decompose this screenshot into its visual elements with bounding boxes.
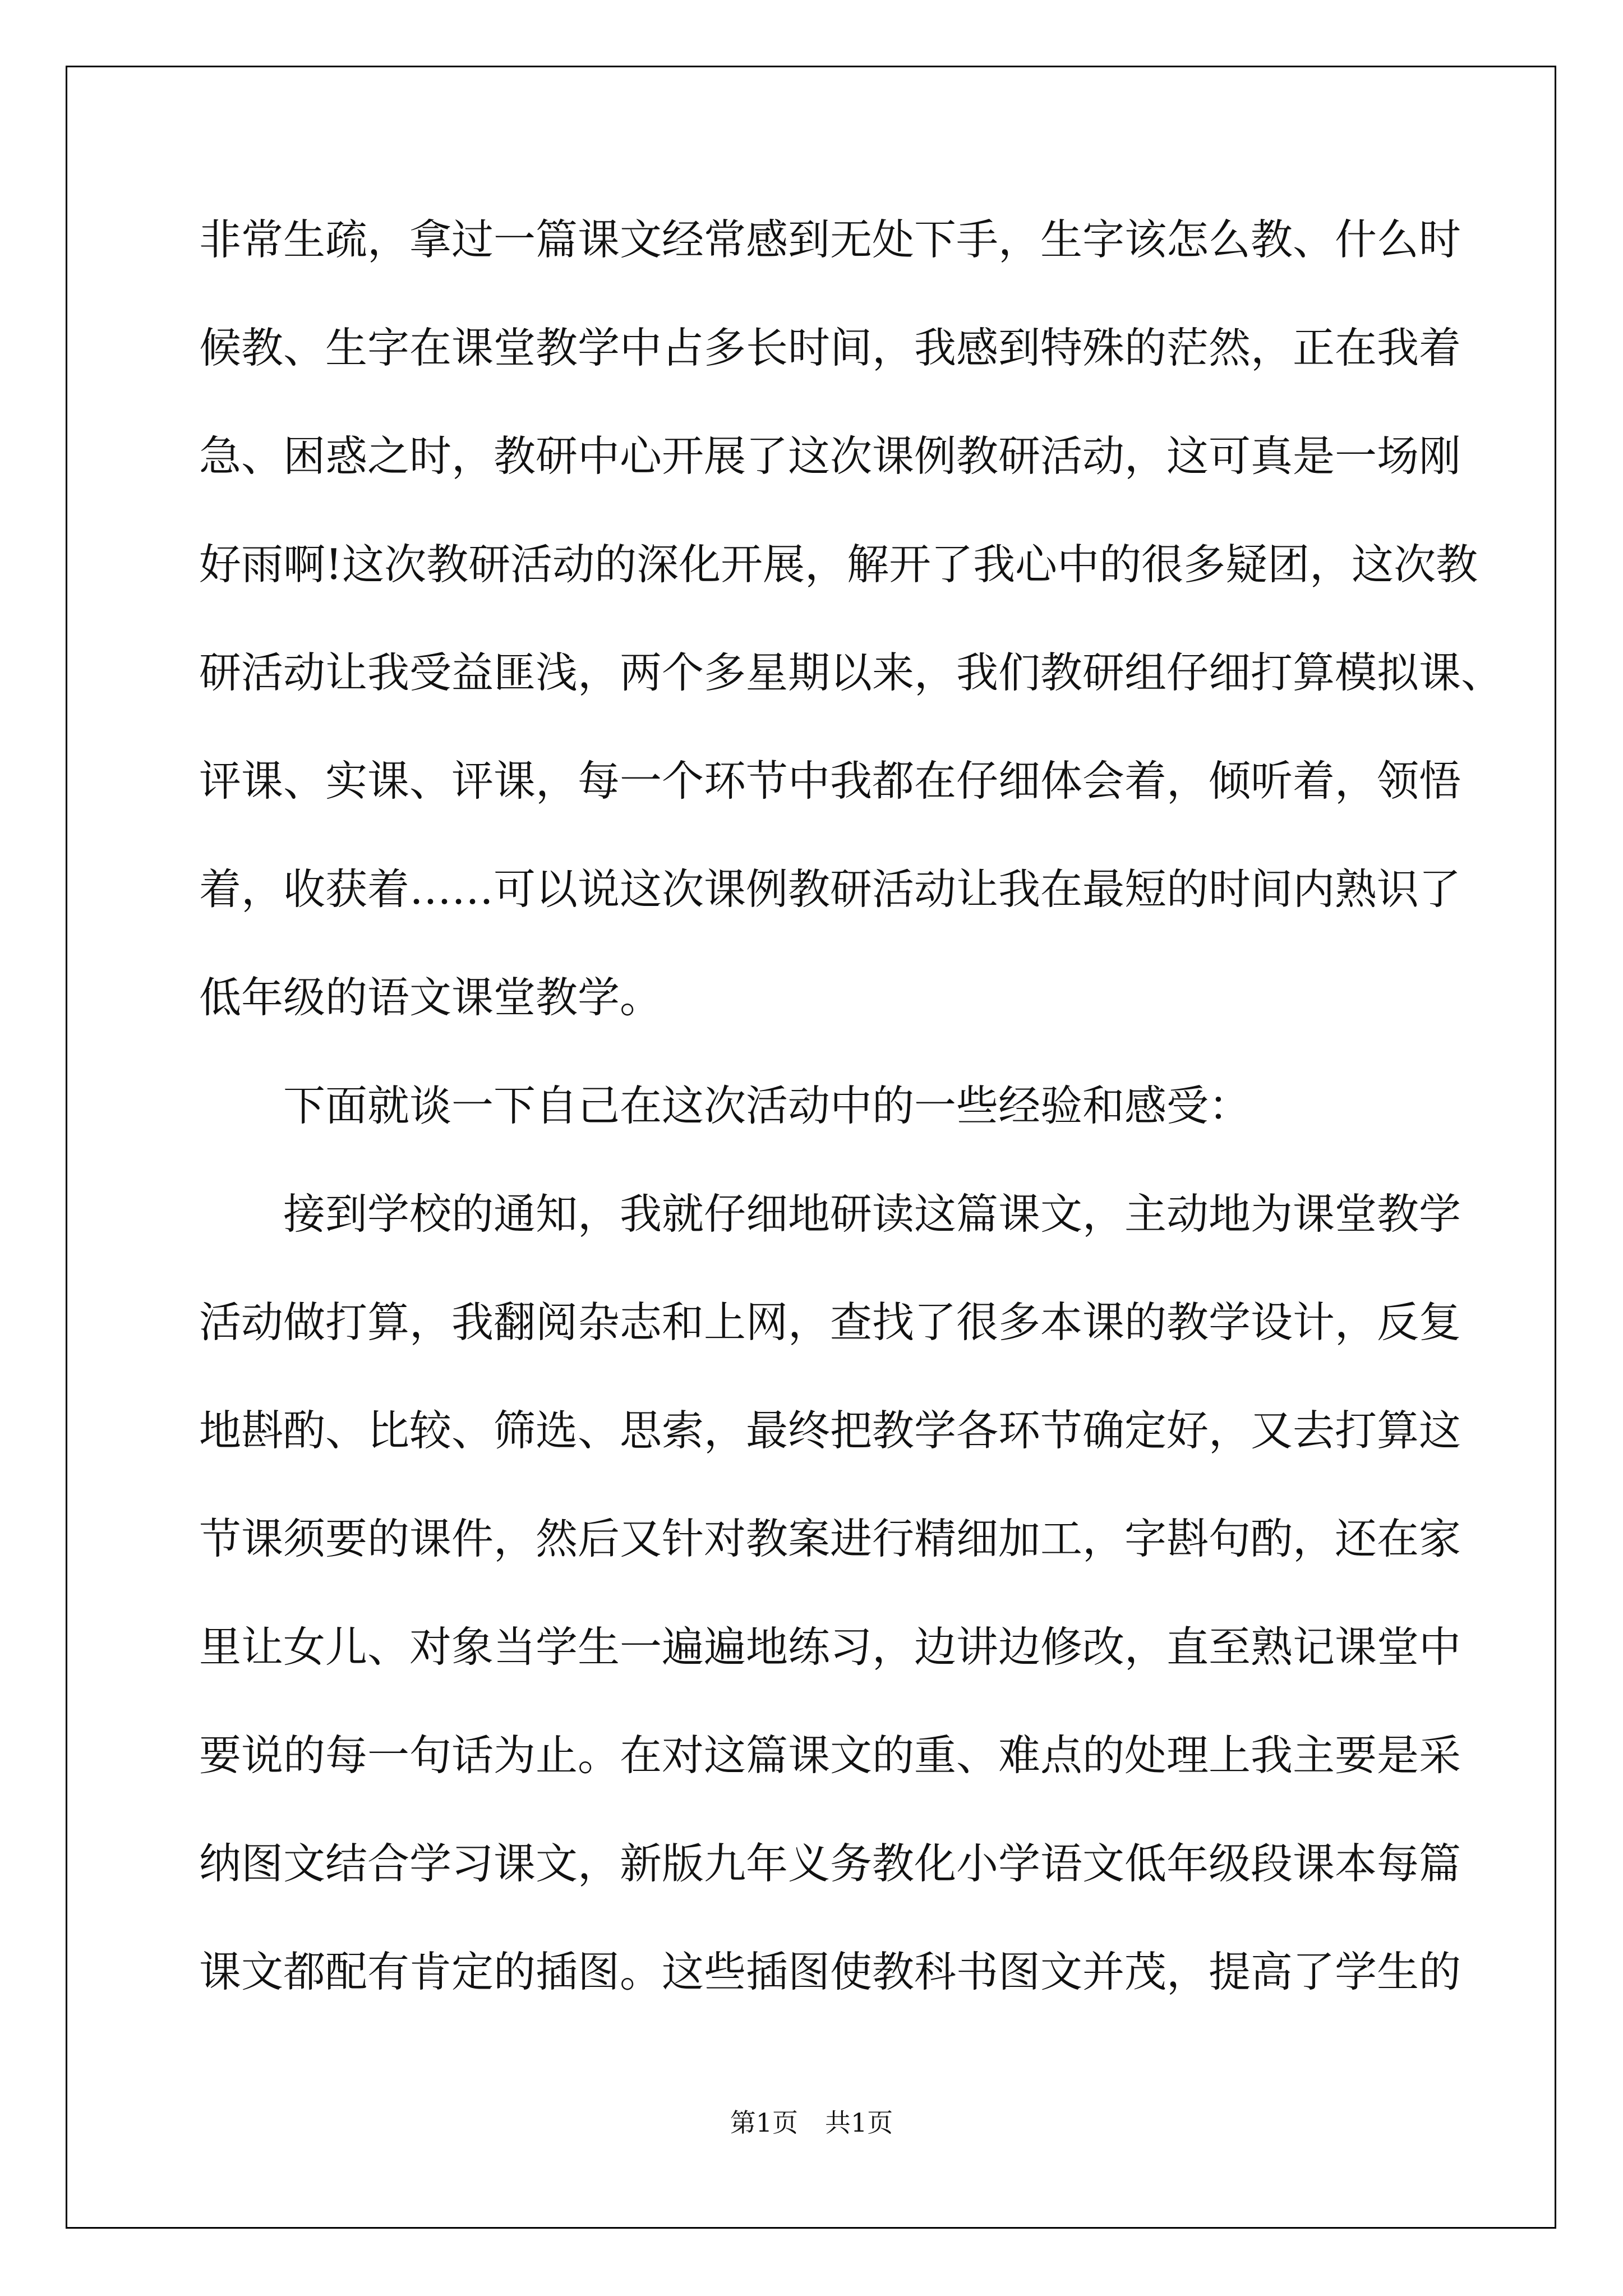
text-line: 地斟酌、比较、筛选、思索，最终把教学各环节确定好，又去打算这 [199,1406,1461,1455]
paragraph-first-line: 接到学校的通知，我就仔细地研读这篇课文，主动地为课堂教学 [283,1189,1461,1239]
text-line: 课文都配有肯定的插图。这些插图使教科书图文并茂，提高了学生的 [199,1947,1461,1996]
document-body [199,211,1504,2052]
text-line: 要说的每一句话为止。在对这篇课文的重、难点的处理上我主要是采 [199,1731,1461,1780]
text-line: 里让女儿、对象当学生一遍遍地练习，边讲边修改，直至熟记课堂中 [199,1622,1461,1672]
page-footer [0,2102,1623,2139]
text-line: 活动做打算，我翻阅杂志和上网，查找了很多本课的教学设计，反复 [199,1297,1461,1347]
text-line: 候教、生字在课堂教学中占多长时间，我感到特殊的茫然，正在我着 [199,323,1461,372]
text-line: 低年级的语文课堂教学。 [199,973,662,1022]
paragraph-first-line: 下面就谈一下自己在这次活动中的一些经验和感受： [283,1081,1251,1130]
text-line: 急、困惑之时，教研中心开展了这次课例教研活动，这可真是一场刚 [199,431,1461,481]
text-line: 纳图文结合学习课文，新版九年义务教化小学语文低年级段课本每篇 [199,1839,1461,1888]
page-number: 第1页 [730,2108,798,2138]
page-total: 共1页 [825,2108,893,2138]
text-line: 着，收获着……可以说这次课例教研活动让我在最短的时间内熟识了 [199,864,1461,914]
text-line: 好雨啊!这次教研活动的深化开展，解开了我心中的很多疑团，这次教 [199,540,1478,589]
text-line: 研活动让我受益匪浅，两个多星期以来，我们教研组仔细打算模拟课、 [199,648,1504,697]
text-line: 非常生疏，拿过一篇课文经常感到无处下手，生字该怎么教、什么时 [199,215,1461,264]
text-line: 评课、实课、评课，每一个环节中我都在仔细体会着，倾听着，领悟 [199,756,1461,806]
text-line: 节课须要的课件，然后又针对教案进行精细加工，字斟句酌，还在家 [199,1514,1461,1563]
